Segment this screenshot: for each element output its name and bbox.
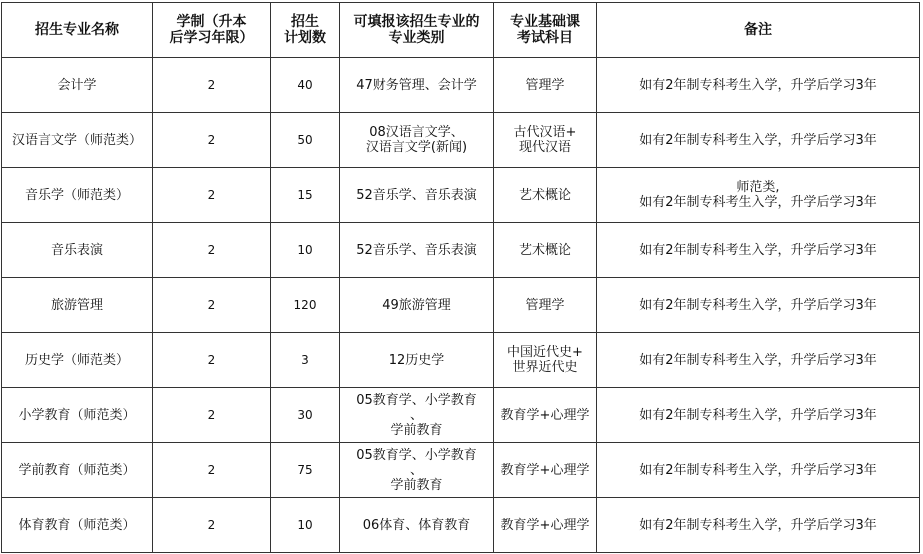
major-cell: 音乐学（师范类）	[2, 168, 153, 223]
years-cell: 2	[153, 498, 271, 553]
header-row	[2, 3, 920, 58]
years-cell: 2	[153, 333, 271, 388]
major-cell: 会计学	[2, 58, 153, 113]
years-cell: 2	[153, 443, 271, 498]
table-row	[2, 58, 920, 113]
plan-cell: 120	[271, 278, 340, 333]
note-cell: 如有2年制专科考生入学，升学后学习3年	[597, 58, 920, 113]
exam-cell: 教育学+心理学	[494, 498, 597, 553]
table-row	[2, 278, 920, 333]
table-row	[2, 498, 920, 553]
exam-cell: 中国近代史+ 世界近代史	[494, 333, 597, 388]
header-eligible-categories: 可填报该招生专业的 专业类别	[340, 3, 494, 58]
categories-cell: 47财务管理、会计学	[340, 58, 494, 113]
years-cell: 2	[153, 278, 271, 333]
note-cell: 如有2年制专科考生入学，升学后学习3年	[597, 113, 920, 168]
header-exam-subject: 专业基础课 考试科目	[494, 3, 597, 58]
categories-cell: 06体育、体育教育	[340, 498, 494, 553]
note-cell: 如有2年制专科考生入学，升学后学习3年	[597, 498, 920, 553]
exam-cell: 管理学	[494, 58, 597, 113]
header-major-name: 招生专业名称	[2, 3, 153, 58]
major-cell: 汉语言文学（师范类）	[2, 113, 153, 168]
years-cell: 2	[153, 223, 271, 278]
note-cell: 如有2年制专科考生入学，升学后学习3年	[597, 278, 920, 333]
plan-cell: 3	[271, 333, 340, 388]
header-duration: 学制（升本 后学习年限）	[153, 3, 271, 58]
categories-cell: 05教育学、小学教育 、 学前教育	[340, 443, 494, 498]
note-cell: 如有2年制专科考生入学，升学后学习3年	[597, 333, 920, 388]
categories-cell: 12历史学	[340, 333, 494, 388]
categories-cell: 52音乐学、音乐表演	[340, 223, 494, 278]
years-cell: 2	[153, 168, 271, 223]
note-cell: 师范类, 如有2年制专科考生入学，升学后学习3年	[597, 168, 920, 223]
note-cell: 如有2年制专科考生入学，升学后学习3年	[597, 443, 920, 498]
major-cell: 历史学（师范类）	[2, 333, 153, 388]
exam-cell: 教育学+心理学	[494, 388, 597, 443]
major-cell: 小学教育（师范类）	[2, 388, 153, 443]
categories-cell: 05教育学、小学教育 、 学前教育	[340, 388, 494, 443]
major-cell: 旅游管理	[2, 278, 153, 333]
categories-cell: 52音乐学、音乐表演	[340, 168, 494, 223]
exam-cell: 教育学+心理学	[494, 443, 597, 498]
years-cell: 2	[153, 58, 271, 113]
header-note: 备注	[597, 3, 920, 58]
major-cell: 学前教育（师范类）	[2, 443, 153, 498]
plan-cell: 10	[271, 223, 340, 278]
plan-cell: 10	[271, 498, 340, 553]
table-row	[2, 333, 920, 388]
table-row	[2, 388, 920, 443]
plan-cell: 40	[271, 58, 340, 113]
exam-cell: 艺术概论	[494, 223, 597, 278]
plan-cell: 50	[271, 113, 340, 168]
table-row	[2, 113, 920, 168]
exam-cell: 艺术概论	[494, 168, 597, 223]
categories-cell: 49旅游管理	[340, 278, 494, 333]
plan-cell: 30	[271, 388, 340, 443]
major-cell: 音乐表演	[2, 223, 153, 278]
categories-cell: 08汉语言文学、 汉语言文学(新闻)	[340, 113, 494, 168]
table-row	[2, 168, 920, 223]
years-cell: 2	[153, 388, 271, 443]
plan-cell: 75	[271, 443, 340, 498]
exam-cell: 管理学	[494, 278, 597, 333]
header-plan-count: 招生 计划数	[271, 3, 340, 58]
years-cell: 2	[153, 113, 271, 168]
plan-cell: 15	[271, 168, 340, 223]
exam-cell: 古代汉语+ 现代汉语	[494, 113, 597, 168]
admission-table	[1, 2, 920, 553]
table-row	[2, 443, 920, 498]
table-row	[2, 223, 920, 278]
note-cell: 如有2年制专科考生入学，升学后学习3年	[597, 388, 920, 443]
major-cell: 体育教育（师范类）	[2, 498, 153, 553]
note-cell: 如有2年制专科考生入学，升学后学习3年	[597, 223, 920, 278]
